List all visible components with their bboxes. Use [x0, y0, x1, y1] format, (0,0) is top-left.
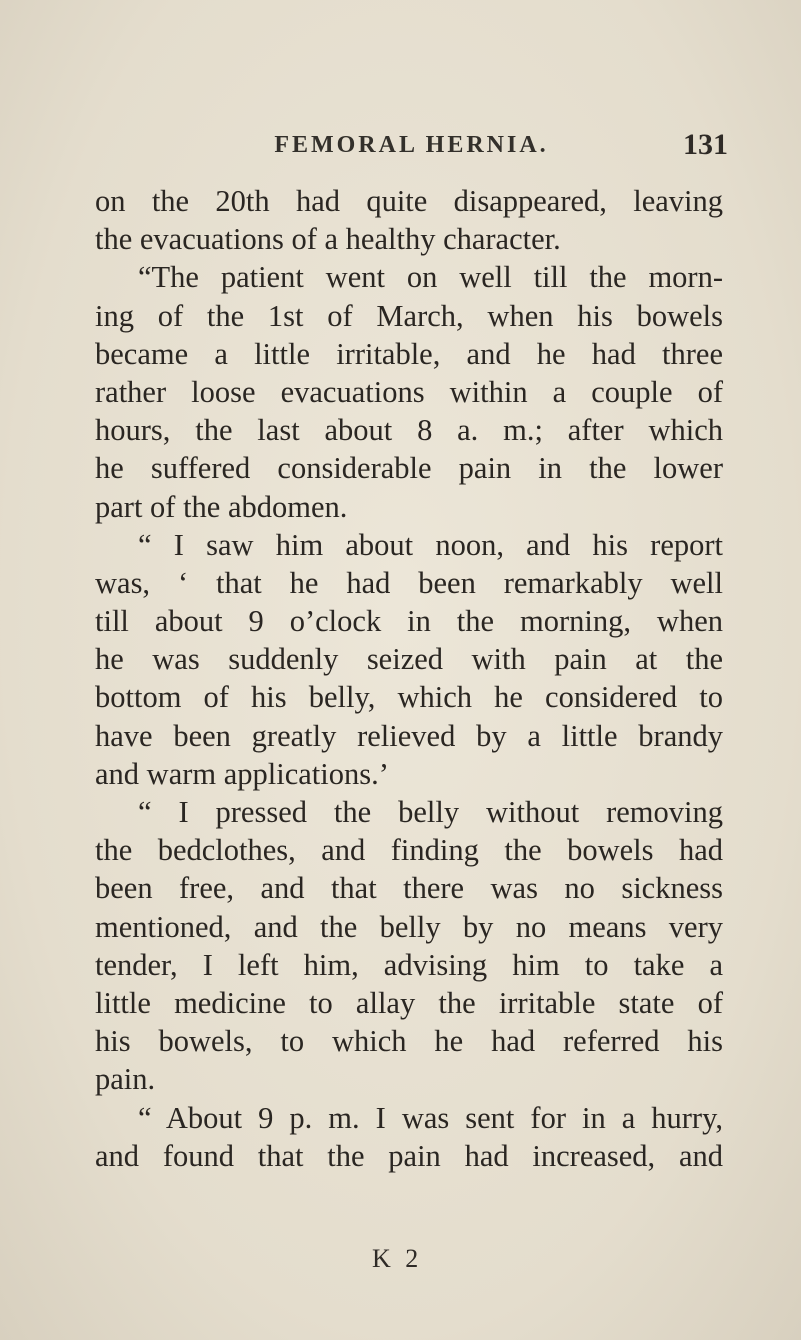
text-line: “The patient went on well till the morn- [138, 260, 723, 295]
running-title: FEMORAL HERNIA. [274, 132, 549, 158]
text-line: till about 9 o’clock in the morning, when [95, 604, 723, 639]
page-number: 131 [683, 128, 728, 161]
text-line: he suffered considerable pain in the lower [95, 451, 723, 486]
text-line: “ About 9 p. m. I was sent for in a hurry, [138, 1100, 723, 1135]
text-line: little medicine to allay the irritable state of [95, 985, 723, 1020]
text-line: tender, I left him, advising him to take a [95, 947, 723, 982]
text-line: pain. [95, 1062, 156, 1097]
text-line: the bedclothes, and finding the bowels had [95, 833, 723, 868]
running-head [95, 128, 728, 168]
text-line: he was suddenly seized with pain at the [95, 642, 723, 677]
text-line: “ I pressed the belly without removing [138, 795, 723, 829]
body-text [95, 182, 723, 1175]
text-line: “ I saw him about noon, and his report [138, 527, 723, 562]
text-line: on the 20th had quite disappeared, leaving [95, 184, 723, 218]
text-line: his bowels, to which he had referred his [95, 1024, 723, 1059]
text-line: bottom of his belly, which he considered to [95, 680, 723, 715]
text-line: been free, and that there was no sickness [95, 871, 723, 906]
text-line: became a little irritable, and he had three [95, 336, 723, 371]
text-line: and found that the pain had increased, and [95, 1138, 723, 1173]
text-line: was, ‘ that he had been remarkably well [95, 565, 723, 600]
text-line: mentioned, and the belly by no means very [95, 909, 723, 944]
text-line: have been greatly relieved by a little brandy [95, 718, 723, 753]
text-line: hours, the last about 8 a. m.; after which [95, 413, 723, 448]
text-line: ing of the 1st of March, when his bowels [95, 298, 723, 333]
text-line: and warm applications.’ [95, 756, 389, 791]
text-line: part of the abdomen. [95, 489, 348, 524]
text-line: rather loose evacuations within a couple of [95, 374, 723, 409]
text-line: the evacuations of a healthy character. [95, 222, 561, 257]
signature-mark: K 2 [372, 1244, 423, 1273]
